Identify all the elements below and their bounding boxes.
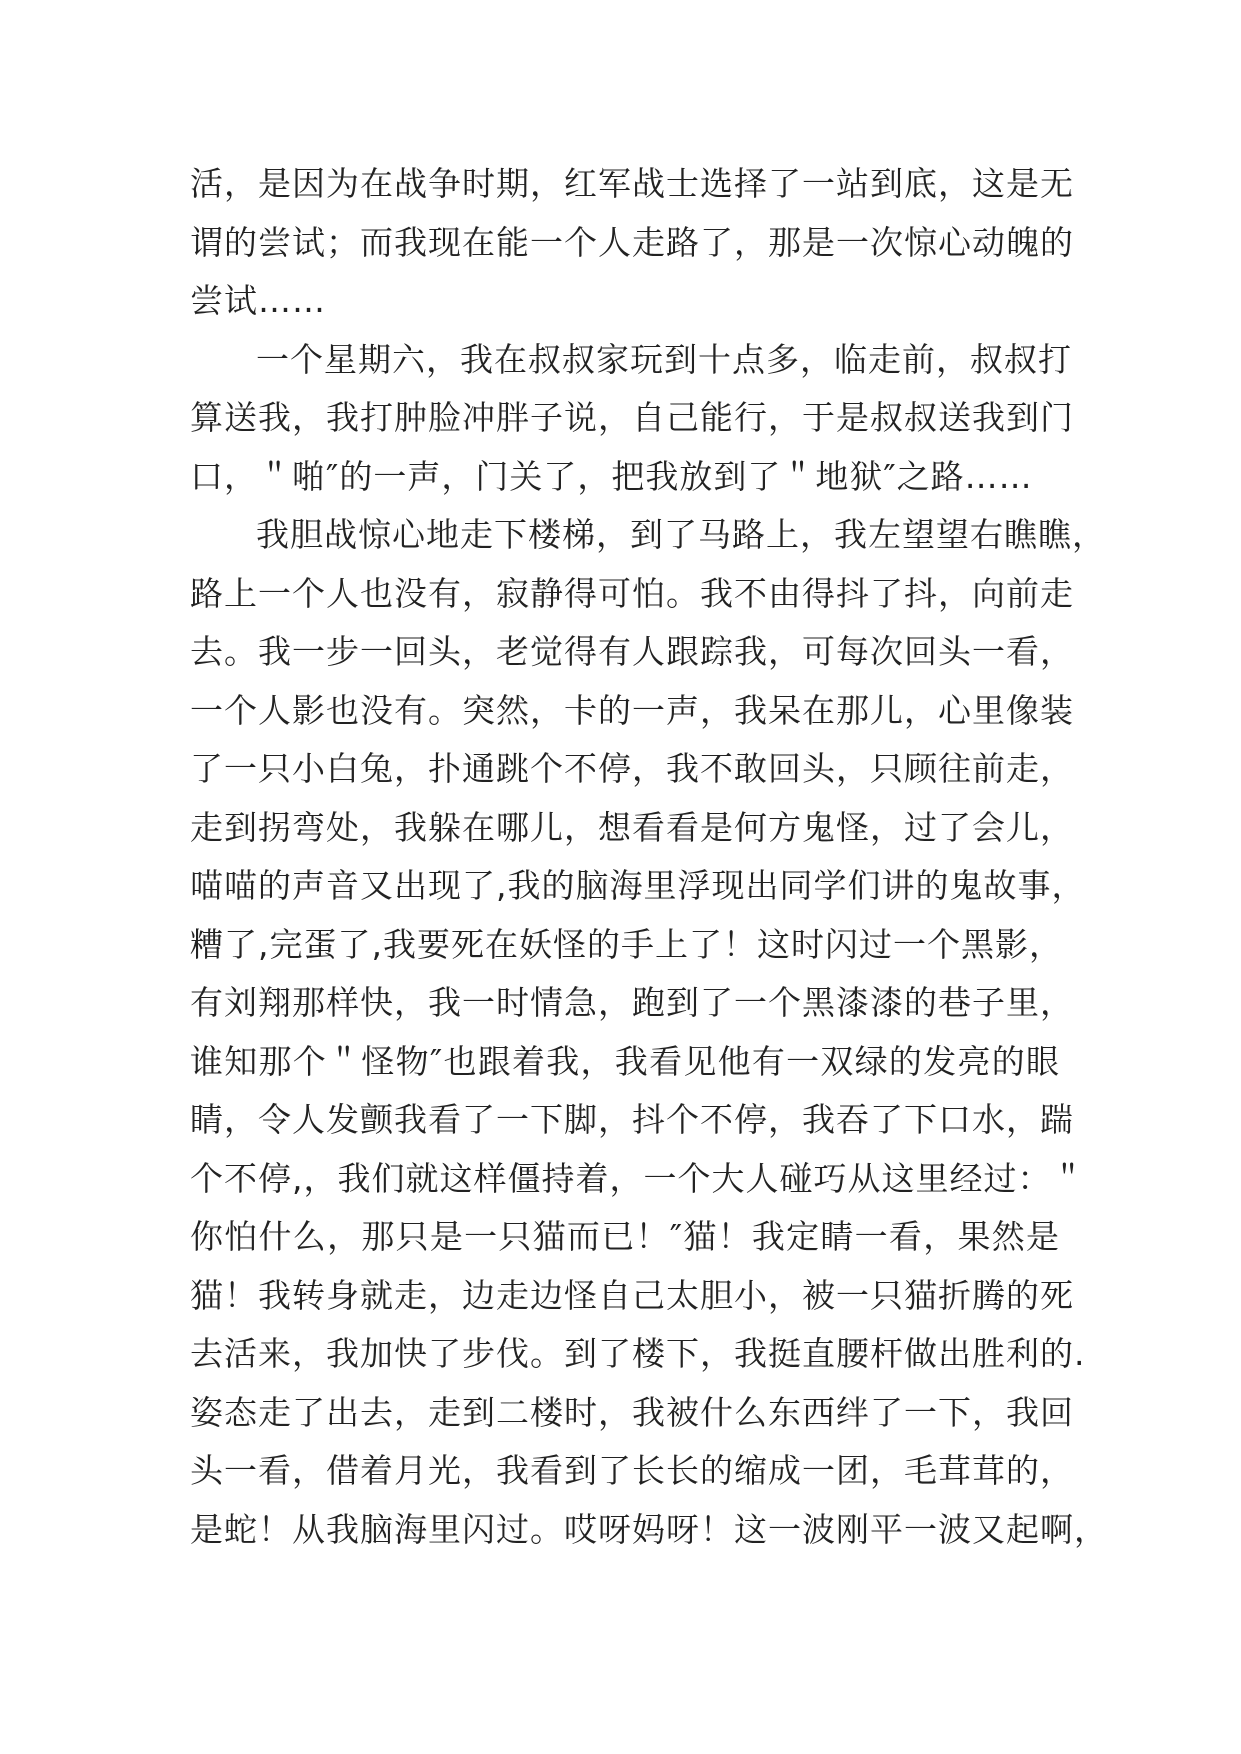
paragraph-3-line-9: 有刘翔那样快，我一时情急，跑到了一个黑漆漆的巷子里， bbox=[190, 983, 1074, 1022]
paragraph-2-line-1: 一个星期六，我在叔叔家玩到十点多，临走前，叔叔打 bbox=[256, 339, 1072, 379]
paragraph-3-line-12: 个不停,，我们就这样僵持着，一个大人碰巧从这里经过：＂ bbox=[190, 1158, 1086, 1198]
paragraph-2-line-2: 算送我，我打肿脸冲胖子说，自己能行，于是叔叔送我到门 bbox=[190, 398, 1074, 437]
paragraph-3-line-17: 头一看，借着月光，我看到了长长的缩成一团，毛茸茸的， bbox=[190, 1451, 1074, 1490]
paragraph-3-line-3: 去。我一步一回头，老觉得有人跟踪我，可每次回头一看， bbox=[190, 632, 1074, 671]
paragraph-2-line-3: 口，＂啪″的一声，门关了，把我放到了＂地狱″之路…… bbox=[190, 456, 1033, 496]
paragraph-1-line-3: 尝试…… bbox=[190, 281, 326, 320]
paragraph-3-line-13: 你怕什么，那只是一只猫而已！″猫！我定睛一看，果然是 bbox=[190, 1217, 1060, 1256]
paragraph-3-line-18: 是蛇！从我脑海里闪过。哎呀妈呀！这一波刚平一波又起啊， bbox=[190, 1509, 1108, 1549]
paragraph-3-line-6: 走到拐弯处，我躲在哪儿，想看看是何方鬼怪，过了会儿， bbox=[190, 807, 1074, 847]
paragraph-3-line-7: 喵喵的声音又出现了,我的脑海里浮现出同学们讲的鬼故事， bbox=[190, 866, 1086, 905]
paragraph-1-line-2: 谓的尝试；而我现在能一个人走路了，那是一次惊心动魄的 bbox=[190, 222, 1074, 262]
paragraph-3-line-5: 了一只小白兔，扑通跳个不停，我不敢回头，只顾往前走， bbox=[190, 749, 1074, 788]
paragraph-3-line-2: 路上一个人也没有，寂静得可怕。我不由得抖了抖，向前走 bbox=[190, 573, 1074, 613]
document-body bbox=[190, 155, 1108, 1559]
paragraph-3-line-4: 一个人影也没有。突然，卡的一声，我呆在那儿，心里像装 bbox=[190, 690, 1074, 730]
paragraph-1-line-1: 活，是因为在战争时期，红军战士选择了一站到底，这是无 bbox=[190, 164, 1074, 203]
paragraph-3-line-11: 睛，令人发颤我看了一下脚，抖个不停，我吞了下口水，踹 bbox=[190, 1100, 1074, 1139]
paragraph-3-line-1: 我胆战惊心地走下楼梯，到了马路上，我左望望右瞧瞧， bbox=[256, 515, 1106, 554]
paragraph-3-line-14: 猫！我转身就走，边走边怪自己太胆小，被一只猫折腾的死 bbox=[190, 1275, 1074, 1315]
paragraph-3-line-8: 糟了,完蛋了,我要死在妖怪的手上了！这时闪过一个黑影， bbox=[190, 924, 1063, 964]
paragraph-3-line-10: 谁知那个＂怪物″也跟着我，我看见他有一双绿的发亮的眼 bbox=[190, 1041, 1060, 1081]
paragraph-3-line-15: 去活来，我加快了步伐。到了楼下，我挺直腰杆做出胜利的. bbox=[190, 1334, 1086, 1373]
paragraph-3-line-16: 姿态走了出去，走到二楼时，我被什么东西绊了一下，我回 bbox=[190, 1392, 1074, 1432]
